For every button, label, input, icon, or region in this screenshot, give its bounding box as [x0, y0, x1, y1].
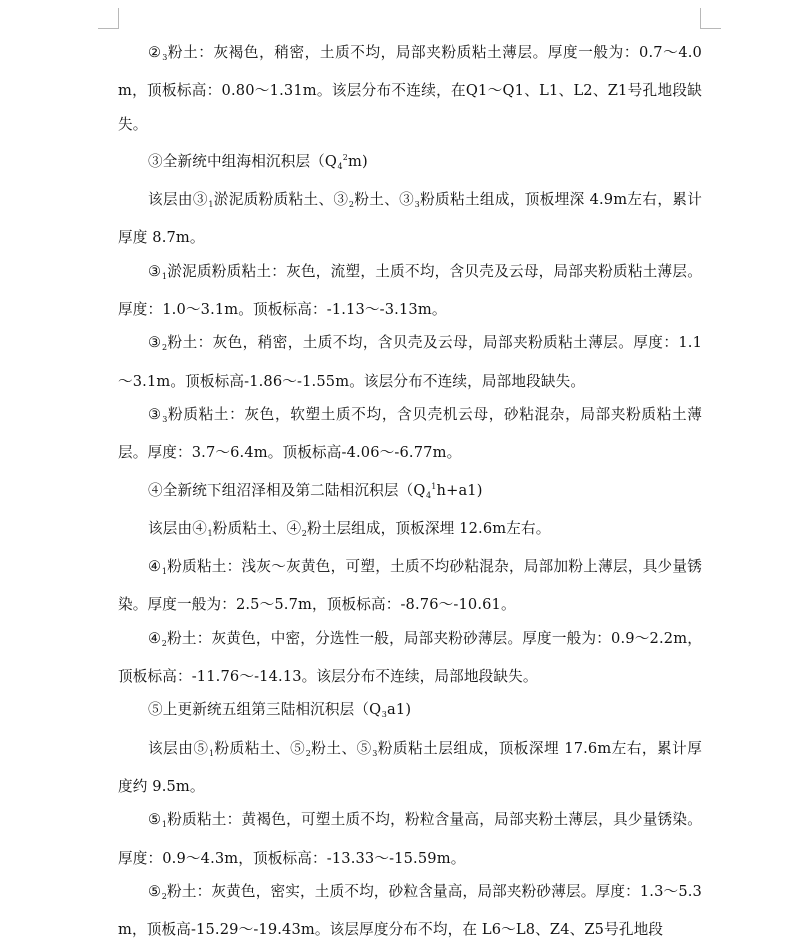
text-run: 粉土：灰褐色，稍密，土质不均，局部夹粉质粘土薄层。厚度一般为：0.7～4.0m，顶板标高：0.80～1.31m。该层分布不连续，在Q1～Q1、L1、L2、Z1号孔地段缺失。	[118, 44, 702, 133]
text-run: ④全新统下组沼泽相及第二陆相沉积层（Q	[148, 481, 426, 499]
text-run: 粉土、⑤	[310, 739, 372, 757]
paragraph-layer-2-3-silt	[118, 36, 702, 141]
text-run: 粉质粘土：浅灰～灰黄色，可塑，土质不均砂粘混杂，局部加粉上薄层，具少量锈染。厚度一般为：2.5～5.7m，顶板标高：-8.76～-10.61。	[118, 558, 703, 614]
subscript: 3	[381, 710, 388, 720]
superscript: 2	[342, 152, 349, 162]
text-run: 粉土：灰黄色，密实，土质不均，砂粒含量高，局部夹粉砂薄层。厚度：1.3～5.3m，顶板高-15.29～-19.43m。该层厚度分布不均，在 L6～L8、Z4、Z5号孔地段	[118, 882, 702, 939]
text-run: 粉质粘土组成，顶板埋深 4.9m左右，累计厚度 8.7m。	[118, 191, 702, 247]
crop-mark-top-right	[700, 8, 721, 29]
text-run: ④	[148, 558, 162, 576]
paragraph-layer-5-summary	[118, 732, 702, 804]
superscript: 1	[431, 481, 437, 491]
text-run: ④	[148, 629, 162, 647]
document-body	[118, 36, 702, 946]
text-run: 该层由⑤	[148, 739, 209, 757]
text-run: 该层由④	[148, 519, 207, 537]
subscript: 3	[372, 748, 378, 758]
text-run: ③全新统中组海相沉积层（Q	[148, 152, 338, 170]
subscript: 1	[208, 200, 214, 210]
text-run: 粉质粘土、⑤	[214, 739, 306, 757]
subscript: 3	[414, 200, 420, 210]
paragraph-layer-3-1	[118, 255, 702, 327]
subscript: 2	[301, 528, 307, 538]
paragraph-layer-4-summary	[118, 512, 702, 550]
subscript: 4	[426, 490, 432, 500]
subscript: 2	[305, 748, 311, 758]
text-run: m)	[348, 152, 368, 170]
text-run: ③	[148, 405, 162, 423]
paragraph-layer-4-2	[118, 622, 702, 694]
text-run: h+a1)	[436, 481, 483, 499]
subscript: 1	[161, 820, 168, 830]
text-run: 该层由③	[148, 191, 208, 209]
text-run: 粉土：灰黄色，中密，分选性一般，局部夹粉砂薄层。厚度一般为：0.9～2.2m，顶板标高：-11.76～-14.13。该层分布不连续，局部地段缺失。	[118, 629, 703, 686]
text-run: ⑤	[148, 811, 162, 829]
text-run: ③	[148, 262, 162, 280]
text-run: 粉土：灰色，稍密，土质不均，含贝壳及云母，局部夹粉质粘土薄层。厚度：1.1～3.1m。顶板标高-1.86～-1.55m。该层分布不连续，局部地段缺失。	[118, 334, 702, 390]
subscript: 2	[161, 638, 168, 648]
subscript: 4	[337, 161, 343, 171]
subscript: 1	[208, 748, 215, 758]
paragraph-layer-3-summary	[118, 183, 702, 255]
subscript: 3	[162, 414, 168, 424]
subscript: 2	[161, 891, 168, 901]
text-run: ②	[148, 44, 162, 61]
paragraph-layer-3-3	[118, 398, 702, 470]
paragraph-layer-5-1	[118, 803, 702, 875]
subscript: 2	[348, 200, 355, 210]
heading-layer-4	[118, 470, 702, 512]
text-run: ⑤	[148, 882, 162, 900]
subscript: 3	[162, 53, 168, 62]
text-run: ③	[148, 334, 162, 352]
text-run: 粉土、③	[354, 191, 415, 209]
subscript: 1	[161, 567, 168, 577]
paragraph-layer-5-2	[118, 875, 702, 946]
crop-mark-top-left	[98, 8, 119, 29]
text-run: 粉质粘土、④	[212, 519, 302, 537]
text-run: 粉质粘土层组成，顶板深埋 17.6m左右，累计厚度约 9.5m。	[118, 739, 702, 795]
subscript: 1	[161, 271, 168, 281]
text-run: 淤泥质粉质粘土：灰色，流塑，土质不均，含贝壳及云母，局部夹粉质粘土薄层。厚度：1.0～3.1m。顶板标高：-1.13～-3.13m。	[118, 262, 703, 319]
paragraph-layer-4-1	[118, 550, 702, 622]
text-run: 粉质粘土：灰色，软塑土质不均，含贝壳机云母，砂粘混杂，局部夹粉质粘土薄层。厚度：3.7～6.4m。顶板标高-4.06～-6.77m。	[118, 405, 702, 462]
text-run: 淤泥质粉质粘土、③	[213, 191, 349, 209]
text-run: a1)	[387, 701, 412, 719]
text-run: ⑤上更新统五组第三陆相沉积层（Q	[148, 701, 382, 719]
paragraph-layer-3-2	[118, 326, 702, 398]
heading-layer-5	[118, 693, 702, 731]
text-run: 粉土层组成，顶板深埋 12.6m左右。	[306, 519, 551, 537]
text-run: 粉质粘土：黄褐色，可塑土质不均，粉粒含量高，局部夹粉土薄层，具少量锈染。厚度：0.9～4.3m，顶板标高：-13.33～-15.59m。	[118, 811, 703, 867]
heading-layer-3	[118, 141, 702, 183]
subscript: 2	[162, 343, 168, 353]
subscript: 1	[207, 528, 213, 538]
